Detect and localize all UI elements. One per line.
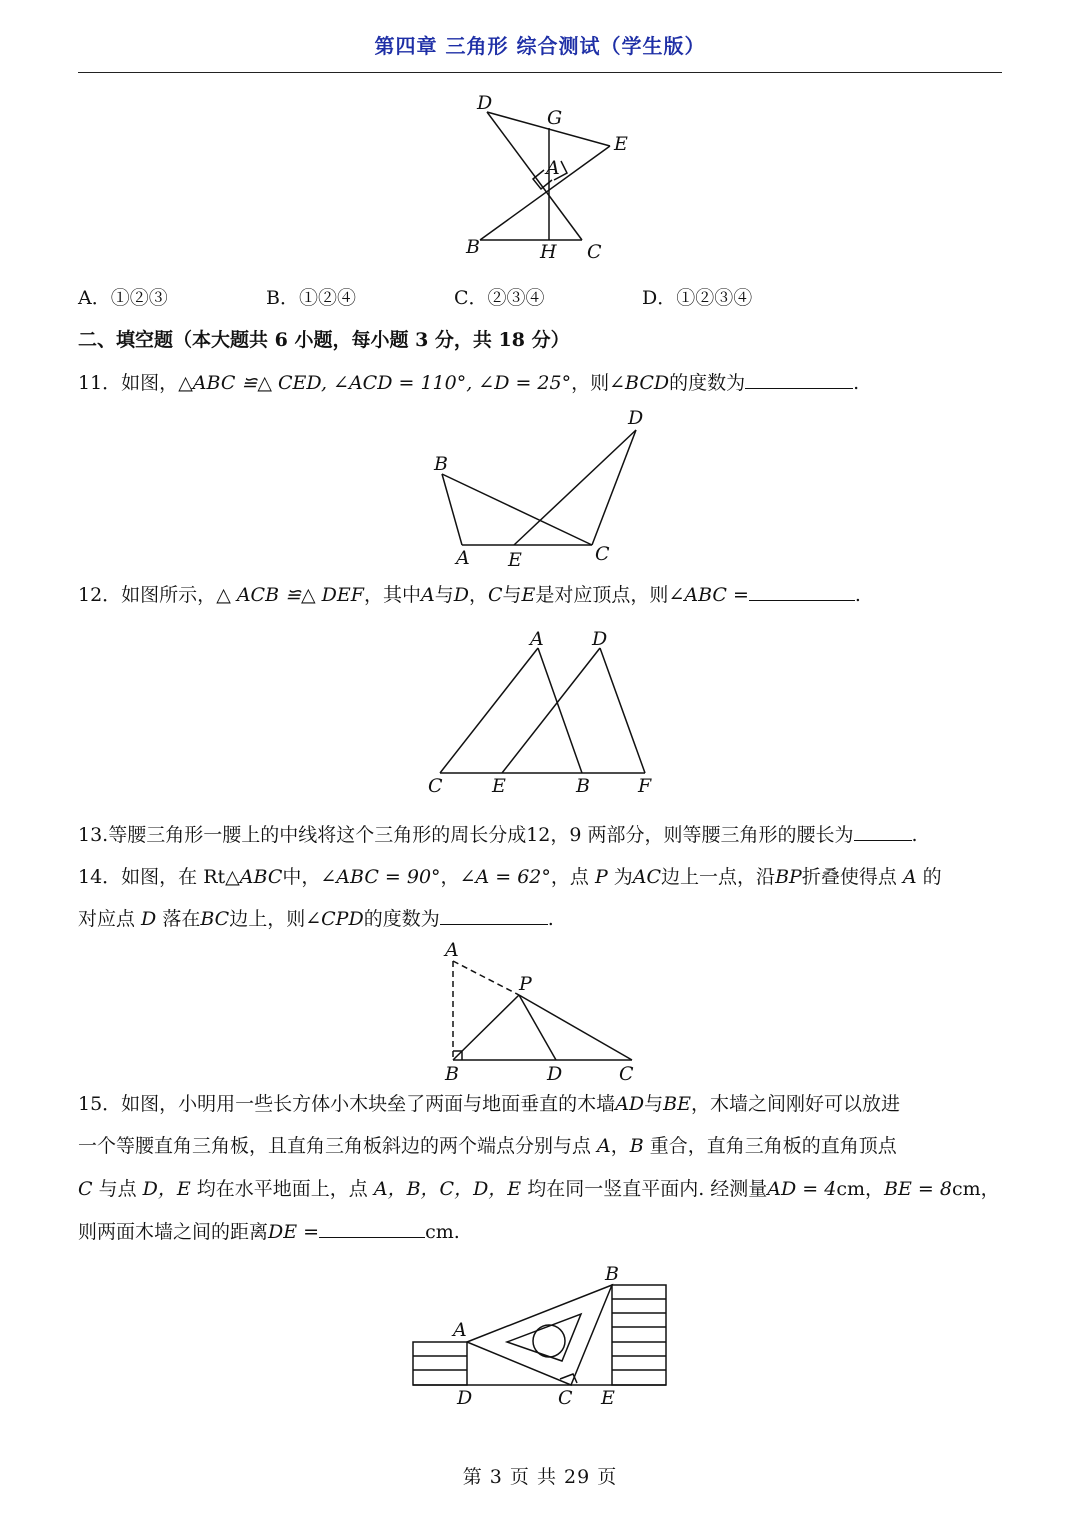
header-divider xyxy=(78,72,1002,73)
label-H: H xyxy=(540,241,557,263)
option-c: C．②③④ xyxy=(454,287,545,309)
label-P: P xyxy=(519,973,532,995)
label-B: B xyxy=(445,1063,459,1085)
label-B: B xyxy=(605,1263,619,1285)
question-15-line2: 一个等腰直角三角板，且直角三角板斜边的两个端点分别与点 A，B 重合，直角三角板的直角顶点 xyxy=(78,1135,897,1157)
answer-blank xyxy=(319,1219,425,1238)
label-A: A xyxy=(546,157,560,179)
question-11: 11．如图，△ABC ≌△ CED, ∠ACD = 110°, ∠D = 25°，则∠BCD的度数为 . xyxy=(78,372,860,394)
label-F: F xyxy=(638,775,652,797)
answer-blank xyxy=(745,370,853,389)
option-d: D．①②③④ xyxy=(642,287,753,309)
figure-q11 xyxy=(420,402,660,572)
answer-blank xyxy=(854,822,912,841)
label-C: C xyxy=(558,1387,573,1409)
page-footer: 第 3 页 共 29 页 xyxy=(462,1466,618,1488)
label-E: E xyxy=(508,549,522,571)
question-15-line1: 15．如图，小明用一些长方体小木块垒了两面与地面垂直的木墙AD与BE，木墙之间刚好可以放进 xyxy=(78,1093,901,1115)
question-15-line4: 则两面木墙之间的距离DE = cm. xyxy=(78,1221,460,1243)
label-A: A xyxy=(456,547,470,569)
label-D: D xyxy=(457,1387,473,1409)
label-A: A xyxy=(445,939,459,961)
option-a: A．①②③ xyxy=(78,287,168,309)
answer-blank xyxy=(440,906,548,925)
question-14-line1: 14．如图，在 Rt△ABC中，∠ABC = 90°，∠A = 62°，点 P 为AC边上一点，沿BP折叠使得点 A 的 xyxy=(78,866,942,888)
label-E: E xyxy=(614,133,628,155)
figure-q15 xyxy=(405,1260,675,1410)
label-G: G xyxy=(547,107,563,129)
figure-q10 xyxy=(455,92,635,268)
label-D: D xyxy=(477,92,493,114)
question-13: 13.等腰三角形一腰上的中线将这个三角形的周长分成12，9 两部分，则等腰三角形的腰长为 . xyxy=(78,824,918,846)
label-C: C xyxy=(595,543,610,565)
label-E: E xyxy=(492,775,506,797)
label-C: C xyxy=(587,241,602,263)
label-A: A xyxy=(530,628,544,650)
figure-q14 xyxy=(435,937,645,1087)
question-14-line2: 对应点 D 落在BC边上，则∠CPD的度数为 . xyxy=(78,908,554,930)
section-title: 二、填空题（本大题共 6 小题，每小题 3 分，共 18 分） xyxy=(78,329,570,351)
label-D: D xyxy=(592,628,608,650)
label-D: D xyxy=(628,407,644,429)
label-A: A xyxy=(453,1319,467,1341)
label-B: B xyxy=(466,236,480,258)
label-B: B xyxy=(576,775,590,797)
answer-blank xyxy=(749,582,855,601)
label-E: E xyxy=(601,1387,615,1409)
label-D: D xyxy=(547,1063,563,1085)
page-header-title: 第四章 三角形 综合测试（学生版） xyxy=(374,34,706,58)
question-15-line3: C 与点 D，E 均在水平地面上，点 A，B，C，D，E 均在同一竖直平面内. 经测量AD = 4cm，BE = 8cm， xyxy=(78,1178,1000,1200)
label-C: C xyxy=(428,775,443,797)
question-12: 12．如图所示，△ ACB ≌△ DEF，其中A与D，C与E是对应顶点，则∠ABC = . xyxy=(78,584,861,606)
figure-q12 xyxy=(420,626,670,798)
label-B: B xyxy=(434,453,448,475)
label-C: C xyxy=(619,1063,634,1085)
option-b: B．①②④ xyxy=(266,287,356,309)
